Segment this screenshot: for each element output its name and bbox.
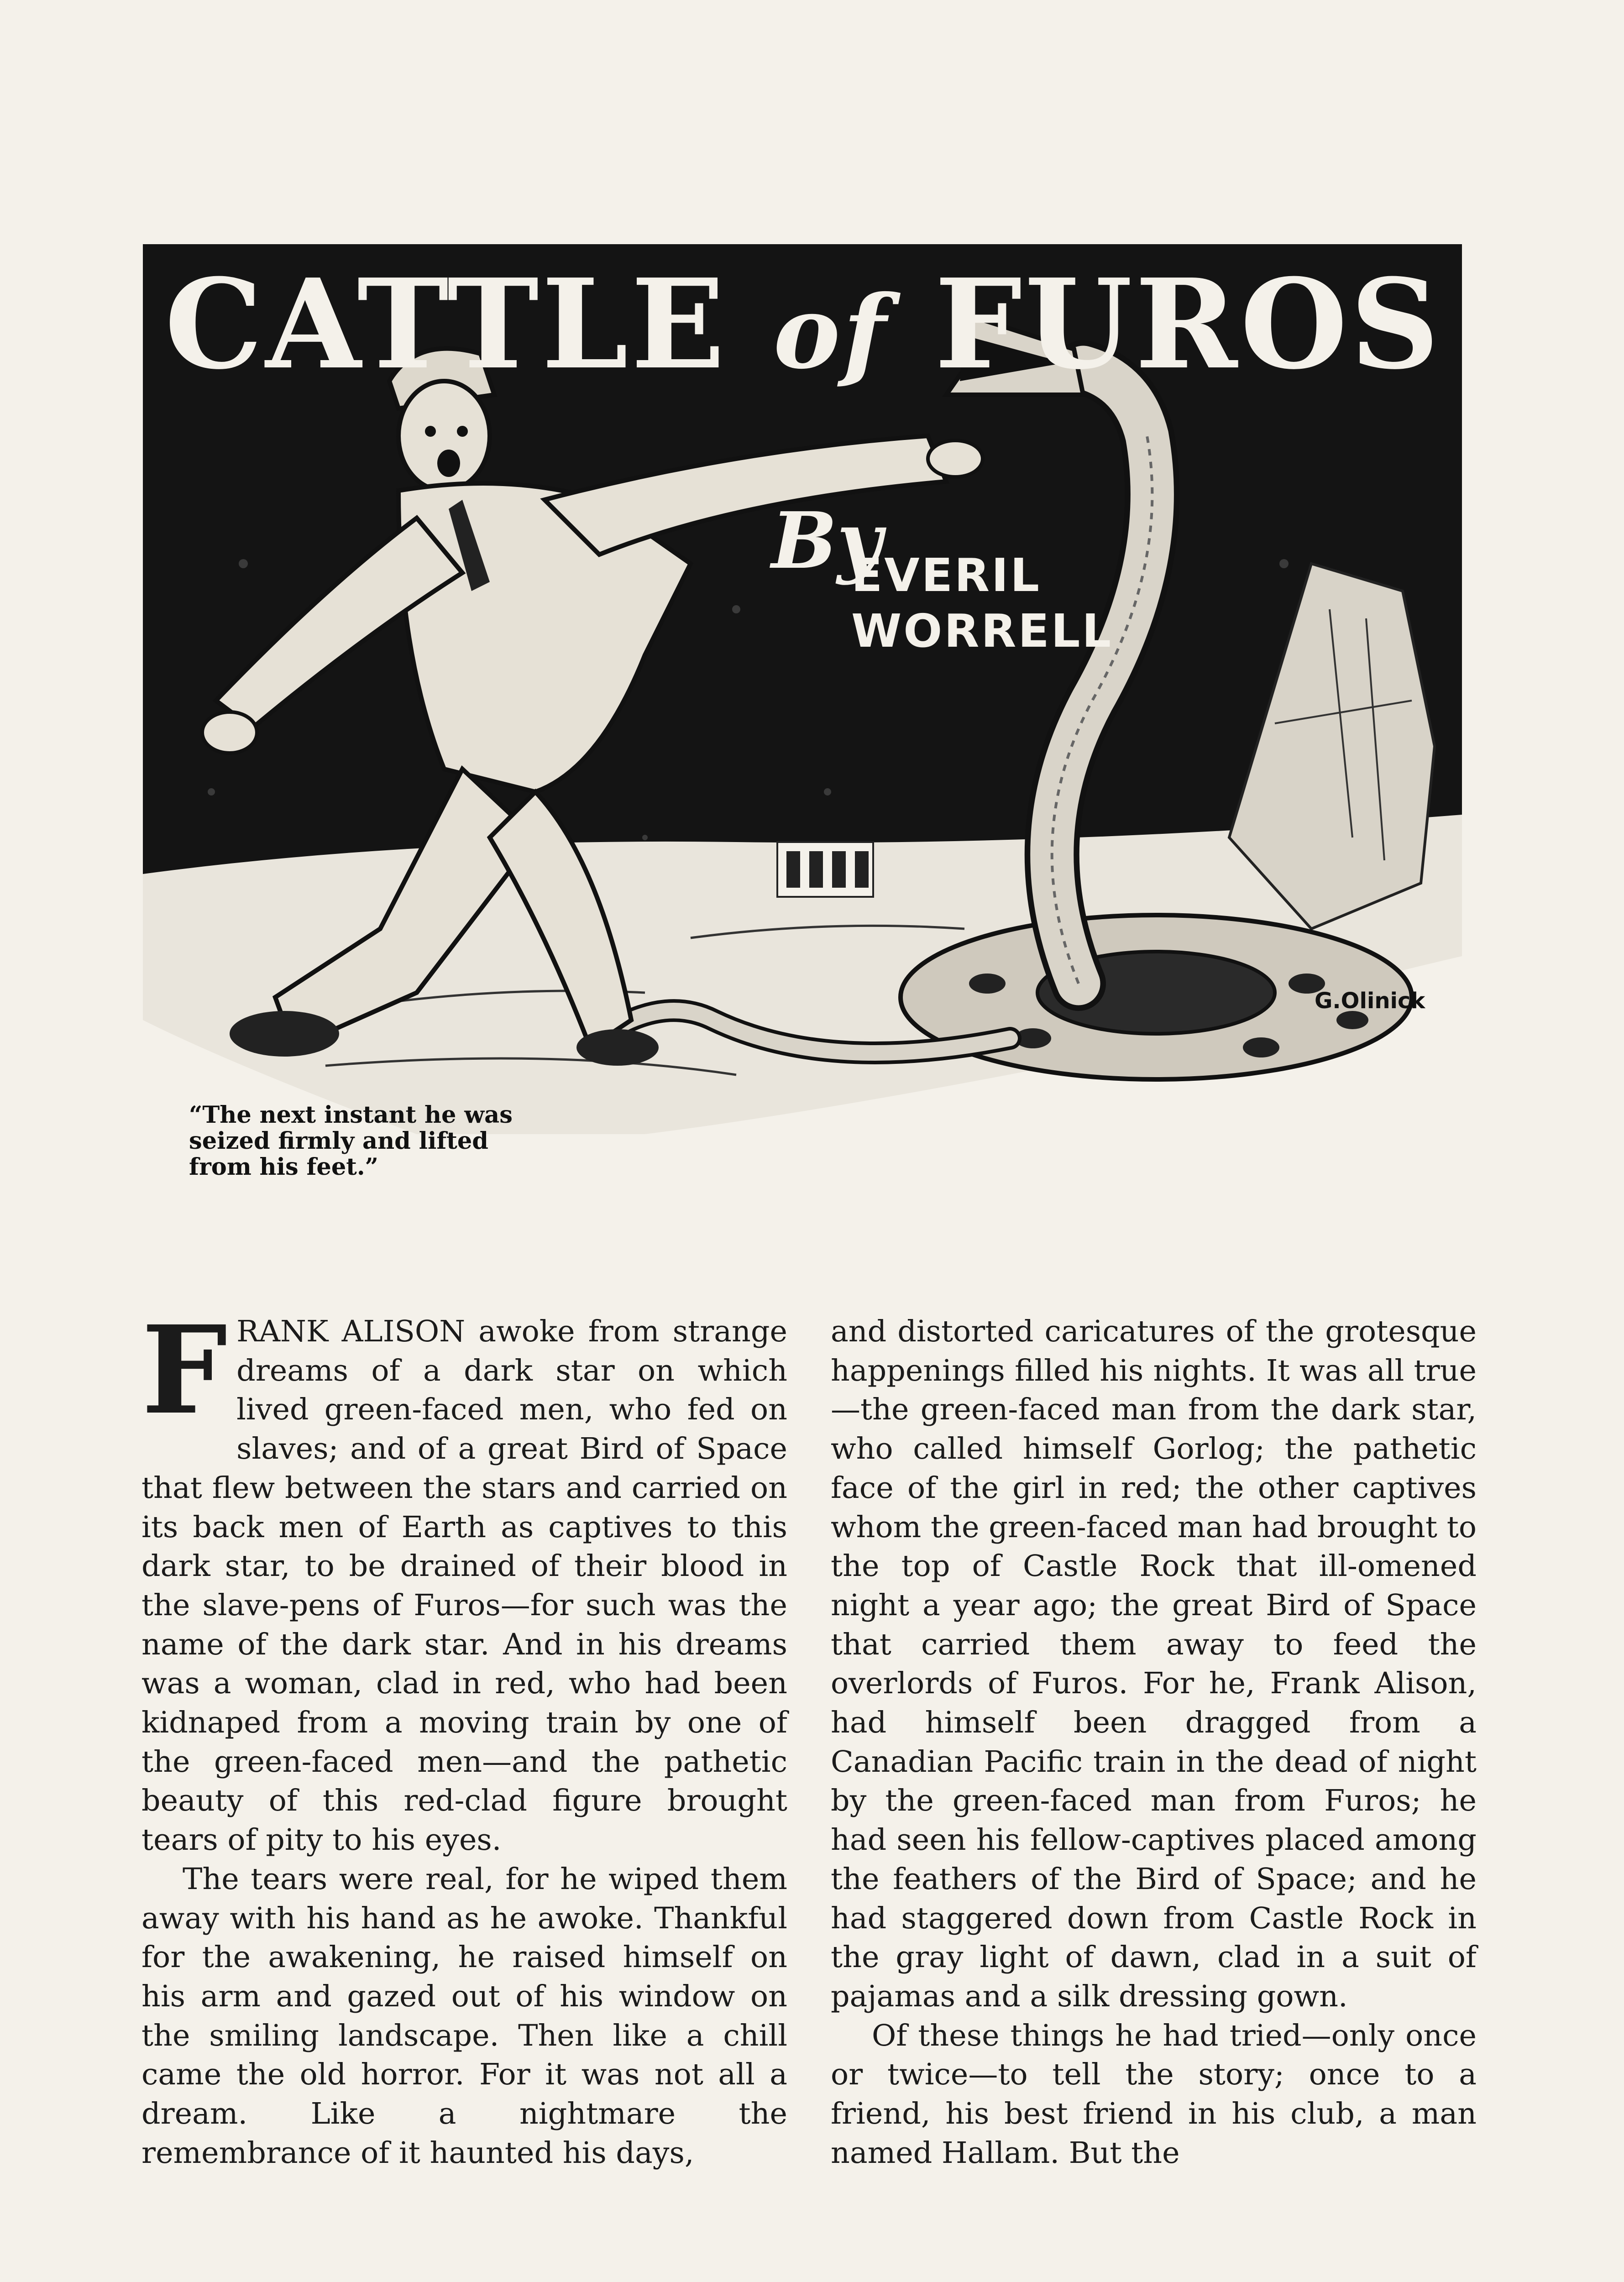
story-title (144, 251, 1463, 397)
paragraph (141, 1299, 787, 1860)
paragraph: The tears were real, for he wiped them away with his hand as he awoke. Thankful for the awakening, he raised himself on his arm and gazed out of his window on the smiling landscape. Then like a chill came the old horror. For it was not all a dream. Like a nightmare the remembrance of it haunted his days, (141, 1862, 787, 2170)
text-column-left (141, 1299, 787, 2172)
author-name (851, 548, 1113, 659)
drop-cap: F (141, 1299, 228, 1441)
author-line1: EVERIL (851, 549, 1041, 602)
title-part2: FUROS (934, 251, 1442, 397)
byline-by: By (771, 495, 882, 586)
text-column-right (831, 1312, 1477, 2172)
illustration-caption: “The next instant he was seized firmly and lifted from his feet.” (189, 1101, 513, 1181)
title-part1: CATTLE (164, 251, 728, 397)
artist-signature: G.Olinick (1315, 988, 1425, 1014)
paragraph: and distorted caricatures of the grotesque happenings filled his nights. It was all true—the green-faced man from the dark star, who called himself Gorlog; the pathetic face of the girl in red; the other captives whom the green-faced man had brought to the top of Castle Rock that ill-omened night a year ago; the great Bird of Space that carried them away to feed the overlords of Furos. For he, Frank Alison, had himself been dragged from a Canadian Pacific train in the dead of night by the green-faced man from Furos; he had seen his fellow-captives placed among the feathers of the Bird of Space; and he had staggered down from Castle Rock in the gray light of dawn, clad in a suit of pajamas and a silk dressing gown. (831, 1314, 1477, 2014)
paragraph-text: RANK ALISON awoke from strange dreams of a dark star on which lived green-faced men, who fed on slaves; and of a great Bird of Space that flew between the stars and carried on its back men of Earth as captives to this dark star, to be drained of their blood in the slave-pens of Furos—for such was the name of the dark star. And in his dreams was a woman, clad in red, who had been kidnaped from a moving train by one of the green-faced men—and the pathetic beauty of this red-clad figure brought tears of pity to his eyes. (141, 1314, 787, 1858)
paragraph: Of these things he had tried—only once or twice—to tell the story; once to a friend, his best friend in his club, a man named Hallam. But the (831, 2018, 1477, 2170)
title-of: of (773, 273, 889, 391)
author-line2: WORRELL (851, 604, 1113, 658)
